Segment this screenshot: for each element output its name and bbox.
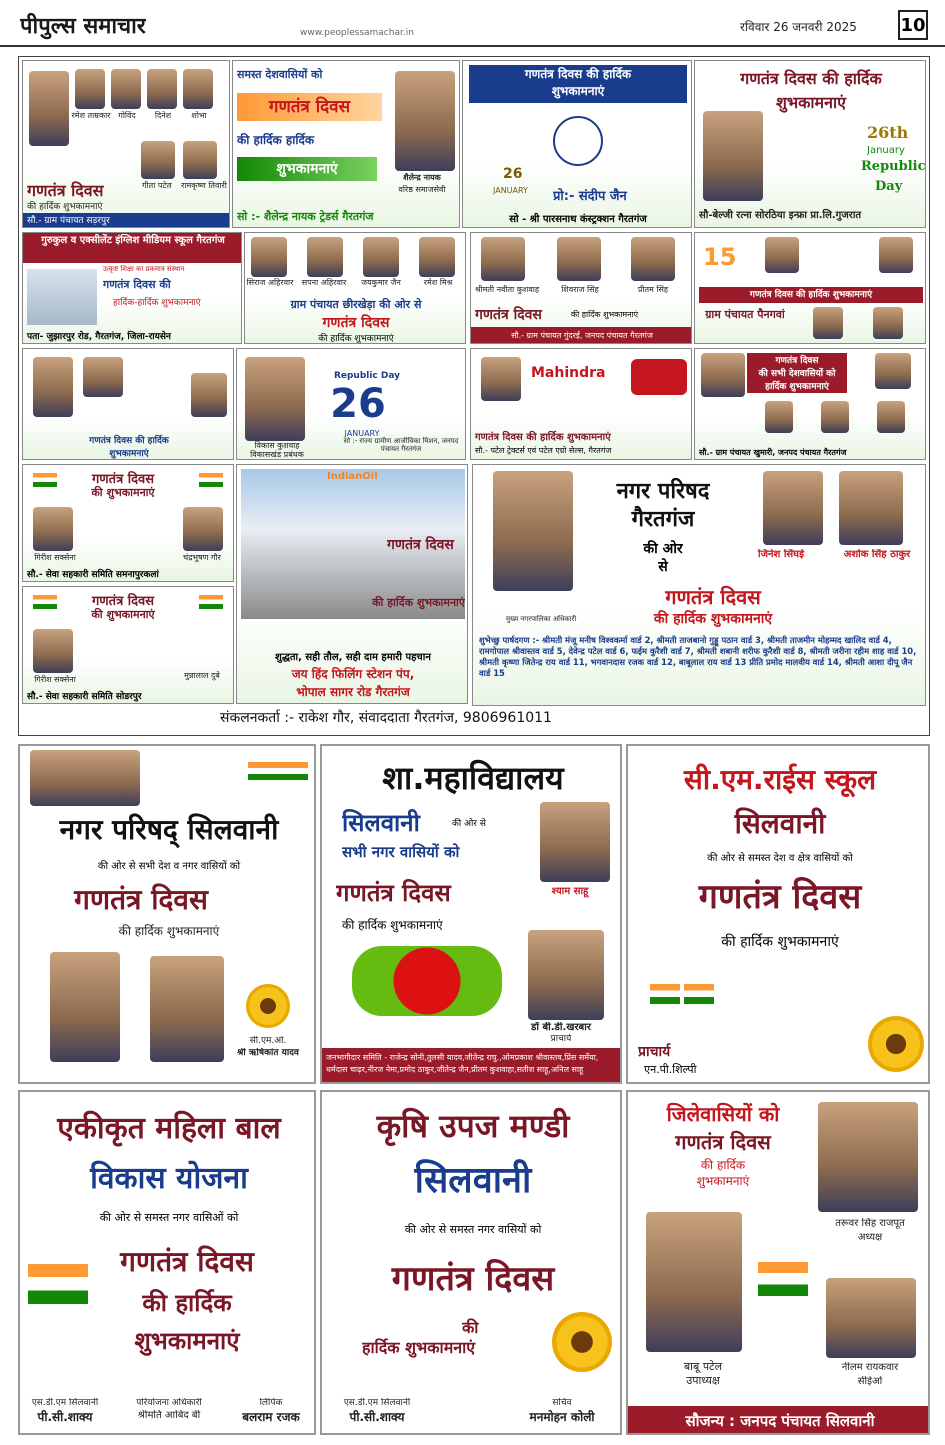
- ad-gram-panchayat-sadarpur: [22, 60, 230, 228]
- sunflower-icon: [552, 1312, 612, 1372]
- ad-line: गणतंत्र दिवस की हार्दिक: [524, 67, 632, 81]
- person-name: शिवराज सिंह: [561, 285, 599, 294]
- ad-subheadline: शुभकामनाएं: [775, 93, 846, 112]
- person-name: जिनेश सिंघई: [757, 549, 804, 560]
- roses-image: [352, 946, 502, 1016]
- poster-title: सी.एम.राईस स्कूल: [683, 763, 877, 796]
- person-photo: [29, 71, 69, 146]
- poster-subheadline: की हार्दिक: [142, 1289, 232, 1317]
- ad-subheadline: की हार्दिक शुभकामनाएं: [571, 310, 639, 319]
- poster-line: जिलेवासियों को: [666, 1102, 780, 1126]
- header-divider: [0, 45, 945, 47]
- person-photo: [703, 111, 763, 201]
- ad-chhirkheda-panchayat: [244, 232, 466, 344]
- ad-footer: सो :- शैलेन्द्र नायक ट्रेडर्स गैरतगंज: [237, 210, 374, 223]
- person-role: विकासखंड प्रबंधक: [250, 450, 304, 459]
- newspaper-logo: पीपुल्स समाचार: [20, 14, 146, 39]
- person-photo: [875, 353, 911, 389]
- person-name: दिनेश: [154, 111, 172, 120]
- officer-name: बलराम रजक: [242, 1410, 300, 1424]
- poster-subheadline: शुभकामनाएं: [696, 1174, 750, 1188]
- indian-flag-icon: [248, 762, 278, 780]
- committee-members: जनभागीदार समिति - राजेन्द्र सोनी,तुलसी यादव,जीतेन्द्र राघु.,ओमप्रकाश श्रीवास्तव,प्रिंस सर्मेया, धर्मदास चाढ़र,नीरज नेमा,प्रमोद ठाकुर,जीतेन्द्र जैन,प्रीतम कुशवाहा,सतीश साहू,अनिल साहू: [322, 1048, 622, 1084]
- person-photo: [826, 1278, 916, 1358]
- officer-role: लिपिक: [259, 1398, 283, 1408]
- issue-date: रविवार 26 जनवरी 2025: [740, 20, 857, 34]
- ad-line: समस्त देशवासियों को: [237, 68, 323, 81]
- person-role: प्राचार्य: [550, 1034, 572, 1044]
- person-photo: [50, 952, 120, 1062]
- person-photo: [765, 237, 799, 273]
- ad-headline: गणतंत्र दिवस की हार्दिक: [89, 436, 169, 446]
- poster-headline: गणतंत्र दिवस: [391, 1259, 555, 1299]
- ad-title: गैरतगंज: [631, 507, 695, 532]
- poster-title: नगर परिषद् सिलवानी: [59, 813, 279, 846]
- ad-footer: सौ.- सेवा सहकारी समिति समनापुरकलां: [27, 570, 159, 580]
- ad-headline: गुरुकुल व एक्सीलेंट इंग्लिश मीडियम स्कूल गैरतगंज: [23, 233, 242, 263]
- poster-mahila-bal-vikas: [18, 1090, 316, 1435]
- ad-belji-ratna: [694, 60, 926, 228]
- officer-role: सचिव: [552, 1398, 572, 1408]
- ad-painagwan-panchayat: [694, 232, 926, 344]
- poster-subtitle: की ओर से समस्त नगर वासिओं को: [99, 1211, 239, 1224]
- ad-gundrai-panchayat: [470, 232, 692, 344]
- ad-sodarpur-society: [22, 586, 234, 704]
- poster-shaskiya-mahavidyalaya: [320, 744, 622, 1084]
- ad-subheadline: की हार्दिक शुभकामनाएं: [653, 611, 773, 627]
- ad-business-name: जय हिंद फिलिंग स्टेशन पंप,: [291, 667, 415, 681]
- poster-subheadline: की: [462, 1318, 479, 1337]
- ad-gurukul-school: [22, 232, 242, 344]
- person-name: शोभा: [191, 111, 207, 120]
- person-name: गिरीश सक्सेना: [34, 675, 76, 684]
- ad-headline: गणतंत्र दिवस: [91, 594, 155, 609]
- officer-name: मनमोहन कोली: [529, 1410, 595, 1424]
- poster-title: सिलवानी: [734, 807, 826, 840]
- person-name: एन.पी.शिल्पी: [644, 1063, 697, 1076]
- person-photo: [877, 401, 905, 433]
- date-number: 26: [503, 166, 523, 182]
- ad-line: गणतंत्र दिवस की: [103, 278, 171, 291]
- poster-janpad-panchayat-silwani: [626, 1090, 930, 1435]
- person-photo: [631, 237, 675, 281]
- officer-role: एस.डी.एम सिलवानी: [343, 1398, 411, 1408]
- officer-name: पी.सी.शाक्य: [349, 1410, 405, 1424]
- indian-flag-icon: [684, 984, 714, 1004]
- ad-tagline: उत्कृष्ट शिक्षा का प्रकमात्र संस्थान: [103, 265, 185, 273]
- ad-line: की सभी देशवासियों को हार्दिक शुभकामनाएं: [758, 369, 836, 392]
- person-name: श्याम साहू: [551, 886, 589, 897]
- ad-line: हार्दिक-हार्दिक शुभकामनाएं: [113, 298, 201, 308]
- person-photo: [839, 471, 903, 545]
- person-photo: [33, 357, 73, 417]
- ad-footer: सौ.- ग्राम पंचायत गुंदरई, जनपद पंचायत गैरतगंज: [471, 327, 692, 344]
- ad-slogan: शुद्धता, सही तौल, सही दाम हमारी पहचान: [275, 652, 431, 663]
- ad-footer: सौ.- ग्राम पंचायत सड़रपुर: [23, 213, 230, 228]
- badge-text: 26th: [867, 123, 909, 142]
- person-name: श्रीमती नवीता कुशवाह: [474, 285, 540, 294]
- badge-text: Day: [875, 179, 903, 194]
- person-photo: [183, 507, 223, 551]
- ad-subheadline: की शुभकामनाएं: [91, 486, 155, 499]
- person-photo: [307, 237, 343, 277]
- ad-line: गणतंत्र दिवस: [775, 356, 819, 366]
- officer-name: श्रीमति आबिद बी: [137, 1410, 201, 1421]
- person-role: प्राचार्य: [638, 1044, 671, 1060]
- person-name: गोविंद: [118, 111, 136, 120]
- person-photo: [33, 629, 73, 673]
- person-photo: [363, 237, 399, 277]
- ad-headline: गणतंत्र दिवस: [665, 585, 761, 609]
- poster-krishi-upaj-mandi: [320, 1090, 622, 1435]
- ad-footer: सौ.- पटेल ट्रेक्टर्स एवं पटेल एग्रो सेल्स, गैरतगंज: [475, 446, 612, 455]
- person-role: अध्यक्ष: [857, 1232, 883, 1243]
- person-name: नीलम रायकवार: [841, 1362, 899, 1373]
- person-name: सपना अहिरवार: [301, 278, 347, 287]
- poster-subtitle: की ओर से समस्त देश व क्षेत्र वासियों को: [707, 853, 853, 864]
- person-name: सिराज अहिरवार: [246, 278, 294, 287]
- indian-flag-icon: [199, 473, 223, 487]
- poster-subheadline: की हार्दिक शुभकामनाएं: [342, 918, 443, 932]
- poster-title: कृषि उपज मण्डी: [376, 1107, 570, 1145]
- person-name: रमेश मिश्र: [423, 278, 453, 287]
- indian-flag-icon: [199, 595, 223, 609]
- poster-title: शा.महाविद्यालय: [382, 759, 564, 797]
- ad-khumari-panchayat: [694, 348, 926, 460]
- ad-subheadline: की शुभकामनाएं: [91, 608, 155, 621]
- person-photo: [183, 141, 217, 179]
- person-photo: [83, 357, 123, 397]
- poster-subheadline: की हार्दिक शुभकामनाएं: [721, 934, 839, 950]
- sunflower-icon: [868, 1016, 924, 1072]
- ad-headline: [469, 65, 687, 103]
- person-photo: [191, 373, 227, 417]
- person-photo: [763, 471, 823, 545]
- tractor-image: [631, 359, 687, 395]
- person-photo: [111, 69, 141, 109]
- page-number: 10: [898, 10, 928, 40]
- person-photo: [528, 930, 604, 1020]
- person-photo: [147, 69, 177, 109]
- person-name: श्री ऋषिकांत यादव: [237, 1048, 299, 1058]
- person-role: उपाध्यक्ष: [686, 1374, 720, 1387]
- ad-nagar-parishad-gairatganj: [472, 464, 926, 706]
- poster-headline: गणतंत्र दिवस: [120, 1245, 254, 1278]
- poster-subtitle: की ओर से समस्त नगर वासियों को: [404, 1223, 542, 1236]
- ad-line: की ओर: [643, 541, 683, 557]
- poster-title: विकास योजना: [90, 1161, 248, 1196]
- person-photo: [818, 1102, 918, 1212]
- ad-headline: गणतंत्र दिवस की हार्दिक शुभकामनाएं: [475, 432, 611, 443]
- ad-footer: सौ-बेल्जी रत्ना सोरठिया इन्फ्रा प्रा.लि.गुजरात: [699, 210, 862, 221]
- person-photo: [251, 237, 287, 277]
- leader-photos: [30, 750, 140, 806]
- poster-headline: गणतंत्र दिवस: [336, 879, 451, 907]
- ad-headline: गणतंत्र दिवस की हार्दिक शुभकामनाएं: [699, 287, 923, 303]
- ad-line: Republic Day: [333, 371, 401, 381]
- person-name: डॉ बी.डी.खरबार: [531, 1022, 591, 1033]
- poster-nagar-parishad-silwani: [18, 744, 316, 1084]
- person-photo: [493, 471, 573, 591]
- person-name: प्रो:- संदीप जैन: [553, 189, 627, 204]
- officer-name: पी.सी.शाक्य: [37, 1410, 93, 1424]
- ad-line: शुभकामनाएं: [551, 84, 605, 98]
- person-photo: [481, 357, 521, 401]
- newspaper-url[interactable]: www.peoplessamachar.in: [300, 28, 414, 38]
- person-name: तरूवर सिंह राजपूत: [835, 1218, 905, 1229]
- poster-cm-rise-school: [626, 744, 930, 1084]
- ad-ajeevika-mission: [236, 348, 466, 460]
- person-name: गिरीश सक्सेना: [34, 553, 76, 562]
- person-photo: [141, 141, 175, 179]
- officer-role: परियोजना अधिकारी: [136, 1398, 202, 1408]
- ad-subheadline: की हार्दिक शुभकामनाएं: [27, 202, 103, 212]
- ad-jai-hind-filling-station: [236, 464, 468, 704]
- person-name: मुन्नालाल दुबे: [184, 671, 220, 680]
- person-photo: [821, 401, 849, 433]
- ad-footer: सो - श्री पारसनाथ कंस्ट्रक्शन गैरतगंज: [509, 214, 647, 225]
- ad-footer: पता- जुझारपुर रोड, गैरतगंज, जिला-रायसेन: [27, 332, 171, 342]
- compiler-credit: संकलनकर्ता :- राकेश गौर, संवाददाता गैरतगंज, 9806961011: [220, 710, 552, 726]
- ad-subheadline: की हार्दिक शुभकामनाएं: [318, 334, 394, 344]
- indian-flag-icon: [33, 595, 57, 609]
- poster-headline: गणतंत्र दिवस: [675, 1130, 771, 1154]
- poster-line: की ओर से: [452, 819, 486, 829]
- person-role: मुख्य नगरपालिका अधिकारी: [505, 615, 577, 623]
- person-photo: [481, 237, 525, 281]
- person-name: बाबू पटेल: [683, 1360, 723, 1373]
- person-photo: [765, 401, 793, 433]
- ad-samnapurkalan-society: [22, 464, 234, 582]
- ad-headline: [747, 353, 847, 393]
- ad-line: की हार्दिक हार्दिक: [237, 133, 315, 147]
- date-month: JANUARY: [493, 186, 528, 195]
- person-role: सीईओ: [857, 1376, 883, 1387]
- poster-line: सिलवानी: [342, 809, 420, 837]
- ad-footer: सौ.- ग्राम पंचायत खुमारी, जनपद पंचायत गैरतगंज: [699, 448, 847, 457]
- person-photo: [813, 307, 843, 339]
- person-photo: [540, 802, 610, 882]
- person-name: शैलेन्द्र नायक: [403, 173, 441, 182]
- person-photo: [245, 357, 305, 441]
- poster-headline: गणतंत्र दिवस: [698, 877, 862, 917]
- brand-logo: Mahindra: [531, 365, 606, 381]
- poster-subheadline: शुभकामनाएं: [134, 1327, 240, 1355]
- poster-subtitle: की ओर से सभी देश व नगर वासियों को: [97, 861, 241, 872]
- ad-headline: गणतंत्र दिवस: [27, 181, 104, 200]
- ad-headline: गणतंत्र दिवस: [91, 472, 155, 487]
- ad-line: ग्राम पंचायत छीरखेड़ा की ओर से: [290, 298, 422, 311]
- person-photo: [150, 956, 224, 1062]
- councillors-list: शुभेच्छु पार्षदगण :- श्रीमती मंजू मनीष विश्वकर्मा वार्ड 2, श्रीमती ताजबानो गुड्डू पठान वार्ड 3, श्रीमती ताजमीन मोहम्मद खालिद वार्ड 4, रामगोपाल श्रीवास्तव वार्ड 5, देवेन्द्र पटेल वार्ड 6, फईम कुरैशी वार्ड 7, श्रीमती शबानी शरीफ कुरैशी वार्ड 8, श्रीमती जरीना रहीम शाह वार्ड 10, श्रीमती कृष्णा जितेन्द्र राय वार्ड 11, भगवानदास रजक वार्ड 12, बाबूलाल राय वार्ड 13 प्रीति प्रमोद मालवीय वार्ड 14, श्रीमती आशा दीपू जैन वार्ड 15: [479, 635, 917, 678]
- person-name: रमेश ताम्रकार: [71, 111, 111, 120]
- ad-headline: गणतंत्र दिवस की हार्दिक: [740, 69, 882, 88]
- person-photo: [879, 237, 913, 273]
- person-name: रामकृष्ण तिवारी: [181, 181, 227, 190]
- ad-headline: गणतंत्र दिवस: [387, 537, 454, 553]
- ad-title: नगर परिषद: [616, 479, 710, 504]
- person-name: प्रीतम सिंह: [637, 285, 669, 294]
- brand-logo: IndianOil: [327, 471, 378, 482]
- person-photo: [75, 69, 105, 109]
- poster-footer: सौजन्य : जनपद पंचायत सिलवानी: [628, 1406, 930, 1435]
- person-role: सी.एम.ओ.: [249, 1036, 287, 1046]
- indian-flag-icon: [278, 762, 308, 780]
- indian-flag-icon: [650, 984, 680, 1004]
- ad-subheadline: ग्राम पंचायत पैनगवां: [705, 308, 785, 321]
- sunflower-icon: [246, 984, 290, 1028]
- person-name: अशोक सिंह ठाकुर: [843, 549, 911, 560]
- ad-line: से: [658, 559, 668, 575]
- ad-sandeep-jain: [462, 60, 692, 228]
- person-name: विकास कुशवाह: [254, 441, 300, 450]
- ad-shailendra-nayak: [232, 60, 460, 228]
- ad-headline: गणतंत्र दिवस: [322, 315, 390, 331]
- ad-subheadline: शुभकामनाएं: [109, 449, 149, 459]
- ad-address: भोपाल सागर रोड गैरतगंज: [296, 685, 410, 699]
- ad-line: शुभकामनाएं: [237, 157, 377, 181]
- person-photo: [701, 353, 745, 397]
- person-photo: [873, 307, 903, 339]
- person-name: चंद्रभूषण गौर: [183, 553, 221, 562]
- poster-line: सभी नगर वासियों को: [342, 843, 460, 861]
- ad-republic-day-community: [22, 348, 234, 460]
- badge-text: Republic: [861, 159, 926, 174]
- ashoka-chakra-icon: [553, 116, 603, 166]
- person-photo: [183, 69, 213, 109]
- ad-headline: गणतंत्र दिवस: [475, 307, 542, 323]
- poster-subheadline: हार्दिक शुभकामनाएं: [362, 1338, 476, 1357]
- date-month: JANUARY: [344, 429, 380, 438]
- person-photo: [33, 507, 73, 551]
- ad-footer: सो :- राज्य ग्रामीण आजीविका मिशन, जनपद पंचायत गैरतगंज: [343, 437, 459, 454]
- person-photo: [557, 237, 601, 281]
- person-name: जयकुमार जैन: [361, 278, 401, 287]
- person-name: गीता पटेल: [142, 181, 172, 190]
- person-role: वरिष्ठ समाजसेवी: [398, 185, 446, 194]
- poster-subheadline: की हार्दिक शुभकामनाएं: [118, 924, 220, 938]
- person-photo: [419, 237, 455, 277]
- date-number: 15: [703, 243, 737, 271]
- person-photo: [395, 71, 455, 171]
- indian-flag-icon: [33, 473, 57, 487]
- person-photo: [646, 1212, 742, 1352]
- poster-subheadline: की हार्दिक: [700, 1158, 746, 1172]
- ad-footer: सौ.- सेवा सहकारी समिति सोडरपुर: [27, 692, 142, 702]
- poster-title: सिलवानी: [414, 1160, 532, 1201]
- school-building-image: [27, 269, 97, 325]
- officer-role: एस.डी.एम सिलवानी: [31, 1398, 99, 1408]
- badge-text: January: [867, 145, 905, 156]
- poster-headline: गणतंत्र दिवस: [74, 883, 208, 916]
- date-number: 26: [330, 381, 386, 427]
- indian-flag-icon: [758, 1262, 808, 1296]
- ad-subheadline: की हार्दिक शुभकामनाएं: [372, 596, 465, 609]
- ad-headline: गणतंत्र दिवस: [237, 93, 382, 121]
- poster-title: एकीकृत महिला बाल: [57, 1111, 281, 1146]
- ad-patel-tractors: [470, 348, 692, 460]
